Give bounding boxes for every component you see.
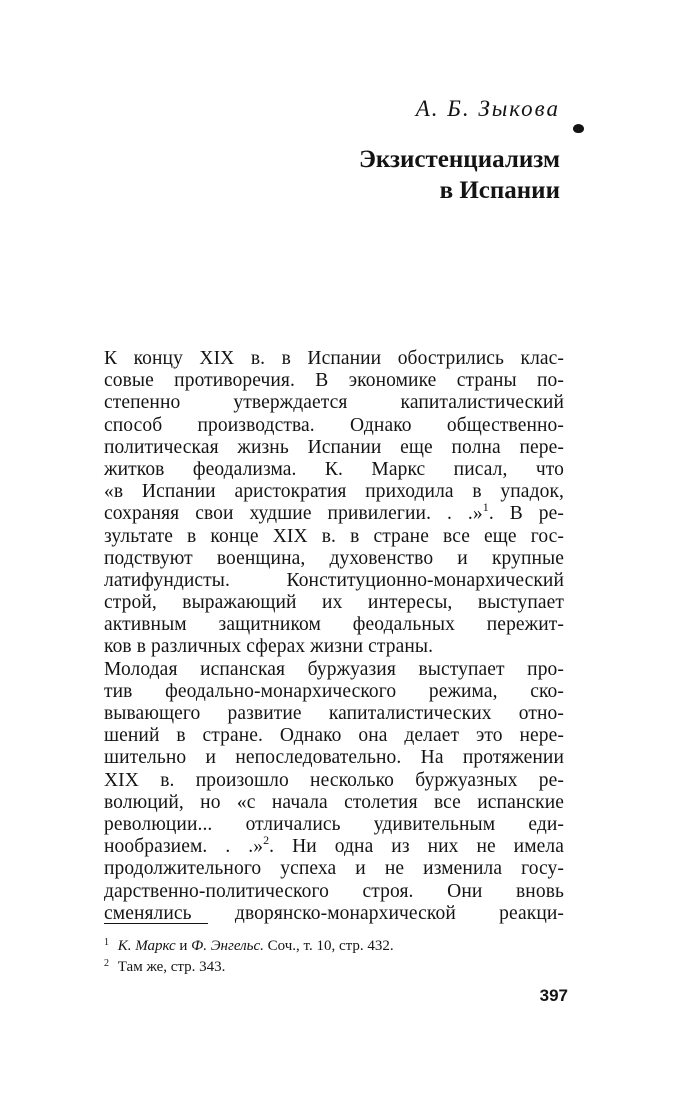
- footnote-number: 2: [104, 958, 109, 969]
- footnote-reference-2: 2: [263, 833, 270, 848]
- ink-dot-mark: [573, 124, 584, 133]
- footnote-reference-1: 1: [482, 500, 489, 515]
- text-line: «в Испании аристократия приходила в упадок,: [104, 481, 564, 503]
- footnote-author: К. Маркс: [117, 938, 176, 954]
- body-text: [104, 348, 564, 925]
- text-line: сменялись дворянско-монархической реакци-: [104, 902, 564, 924]
- footnotes: [104, 934, 564, 976]
- text-line: Молодая испанская буржуазия выступает про-: [104, 658, 564, 680]
- footnote-connector: и: [179, 938, 188, 954]
- text-line: ков в различных сферах жизни страны.: [104, 636, 434, 658]
- text-line: XIX в. произошло несколько буржуазных ре-: [104, 769, 564, 791]
- footnote-text: Там же, стр. 343.: [117, 959, 226, 975]
- article-title: [359, 144, 560, 206]
- text-line-with-note: [104, 833, 564, 858]
- footnote-source: Соч., т. 10, стр. 432.: [267, 938, 394, 954]
- text-line: способ производства. Однако общественно-: [104, 414, 564, 436]
- text-line: политическая жизнь Испании еще полна пере-: [104, 436, 564, 458]
- author-name: А. Б. Зыкова: [415, 96, 560, 121]
- text-segment: . В ре-: [488, 503, 565, 525]
- text-line-with-note: [104, 500, 565, 525]
- text-line: революции... отличались удивительным еди-: [104, 813, 564, 835]
- text-line: совые противоречия. В экономике страны по-: [104, 370, 564, 392]
- title-line-2: в Испании: [439, 177, 560, 204]
- text-line: зультате в конце XIX в. в стране все еще гос-: [104, 525, 564, 547]
- text-line: волюций, но «с начала столетия все испанские: [104, 791, 564, 813]
- text-line: шений в стране. Однако она делает это нере-: [104, 725, 564, 747]
- text-line: активным защитником феодальных пережит-: [104, 614, 564, 636]
- text-line: тив феодально-монархического режима, ско-: [104, 680, 564, 702]
- text-segment: . Ни одна из них не имела: [269, 836, 564, 858]
- footnote-author: Ф. Энгельс.: [191, 938, 264, 954]
- text-line: латифундисты. Конституционно-монархический: [104, 569, 564, 591]
- page-number: 397: [539, 986, 568, 1005]
- text-segment: нообразием. . .»: [104, 836, 264, 858]
- footnote-2: [104, 955, 564, 976]
- text-line: подствуют военщина, духовенство и крупные: [104, 547, 564, 569]
- footnote-number: 1: [104, 937, 109, 948]
- text-line: житков феодализма. К. Маркс писал, что: [104, 458, 564, 480]
- text-segment: сохраняя свои худшие привилегии. . .»: [104, 503, 483, 525]
- footnote-divider: [104, 923, 208, 924]
- footnote-1: [104, 934, 564, 955]
- text-line: вывающего развитие капиталистических отно-: [104, 703, 564, 724]
- text-line: дарственно-политического строя. Они вновь: [104, 880, 564, 902]
- text-line: строй, выражающий их интересы, выступает: [104, 592, 564, 614]
- text-line: продолжительного успеха и не изменила госу-: [104, 858, 564, 880]
- text-line: степенно утверждается капиталистический: [104, 392, 564, 414]
- text-line: шительно и непоследовательно. На протяжении: [104, 747, 564, 769]
- title-line-1: Экзистенциализм: [358, 146, 560, 173]
- text-line: К концу XIX в. в Испании обострились клас-: [104, 348, 564, 369]
